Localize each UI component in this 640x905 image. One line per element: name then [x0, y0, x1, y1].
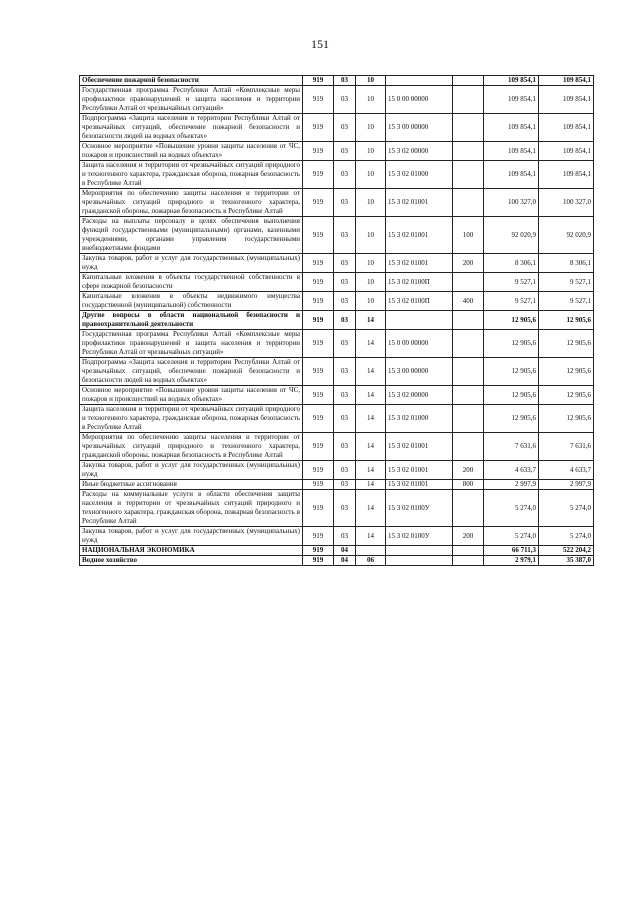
row-amount-1-cell: 12 905,6: [484, 386, 539, 405]
row-amount-1-cell: 12 905,6: [484, 311, 539, 330]
row-code-cell: 919: [303, 358, 334, 386]
row-subsection-cell: 14: [356, 490, 386, 527]
row-amount-1-cell: 8 306,1: [484, 254, 539, 273]
row-name-cell: Основное мероприятие «Повышение уровня защиты населения от ЧС, пожаров и происшествий на водных объектах»: [80, 386, 303, 405]
row-expense-type-cell: [453, 433, 484, 461]
row-section-cell: 03: [334, 311, 356, 330]
row-subsection-cell: 14: [356, 386, 386, 405]
row-code-cell: 919: [303, 386, 334, 405]
row-amount-2-cell: 109 854,1: [539, 114, 594, 142]
row-target-cell: 15 3 02 01000: [386, 405, 453, 433]
row-section-cell: 03: [334, 433, 356, 461]
row-name-cell: Другие вопросы в области национальной безопасности и правоохранительной деятельности: [80, 311, 303, 330]
table-row: [80, 490, 594, 527]
row-target-cell: 15 3 02 01001: [386, 189, 453, 217]
row-subsection-cell: 14: [356, 433, 386, 461]
row-expense-type-cell: [453, 189, 484, 217]
row-section-cell: 03: [334, 273, 356, 292]
row-amount-2-cell: 9 527,1: [539, 292, 594, 311]
row-expense-type-cell: [453, 273, 484, 292]
row-subsection-cell: 14: [356, 480, 386, 490]
row-subsection-cell: 06: [356, 556, 386, 566]
row-subsection-cell: 14: [356, 527, 386, 546]
row-amount-2-cell: 35 387,0: [539, 556, 594, 566]
table-row: [80, 142, 594, 161]
table-row: [80, 86, 594, 114]
row-target-cell: [386, 311, 453, 330]
row-name-cell: Основное мероприятие «Повышение уровня защиты населения от ЧС, пожаров и происшествий на водных объектах»: [80, 142, 303, 161]
row-name-cell: Подпрограмма «Защита населения и территории Республики Алтай от чрезвычайных ситуаций, обеспечение пожарной безопасности и безопасности людей на водных объектах»: [80, 358, 303, 386]
row-section-cell: 03: [334, 480, 356, 490]
row-name-cell: Водное хозяйство: [80, 556, 303, 566]
row-name-cell: Мероприятия по обеспечению защиты населения и территории от чрезвычайных ситуаций природного и техногенного характера, гражданской обороны, пожарная безопасность в Республике Алтай: [80, 433, 303, 461]
row-subsection-cell: 10: [356, 161, 386, 189]
row-subsection-cell: 10: [356, 273, 386, 292]
row-name-cell: Мероприятия по обеспечению защиты населения и территории от чрезвычайных ситуаций природного и техногенного характера, гражданской обороны, пожарная безопасность в Республике Алтай: [80, 189, 303, 217]
row-amount-2-cell: 4 633,7: [539, 461, 594, 480]
row-amount-1-cell: 109 854,1: [484, 114, 539, 142]
row-name-cell: Расходы на коммунальные услуги в области обеспечения защиты населения и территории от чрезвычайных ситуаций природного и техногенного характера, гражданская оборона, пожарная безопасность в Республике Алтай: [80, 490, 303, 527]
table-row: [80, 76, 594, 86]
row-expense-type-cell: [453, 405, 484, 433]
row-name-cell: Капитальные вложения в объекты государственной собственности в сфере пожарной безопасности: [80, 273, 303, 292]
row-amount-1-cell: 109 854,1: [484, 161, 539, 189]
row-subsection-cell: 10: [356, 76, 386, 86]
row-amount-1-cell: 100 327,0: [484, 189, 539, 217]
row-name-cell: НАЦИОНАЛЬНАЯ ЭКОНОМИКА: [80, 546, 303, 556]
row-amount-2-cell: 522 204,2: [539, 546, 594, 556]
row-target-cell: [386, 76, 453, 86]
row-code-cell: 919: [303, 217, 334, 254]
row-subsection-cell: 10: [356, 292, 386, 311]
row-subsection-cell: [356, 546, 386, 556]
row-section-cell: 03: [334, 161, 356, 189]
row-target-cell: 15 3 00 00000: [386, 114, 453, 142]
table-row: [80, 217, 594, 254]
row-name-cell: Обеспечение пожарной безопасности: [80, 76, 303, 86]
table-row: [80, 556, 594, 566]
row-amount-2-cell: 92 020,9: [539, 217, 594, 254]
row-amount-1-cell: 5 274,0: [484, 527, 539, 546]
row-amount-1-cell: 4 633,7: [484, 461, 539, 480]
row-target-cell: 15 3 02 0100П: [386, 273, 453, 292]
table-row: [80, 330, 594, 358]
table-row: [80, 311, 594, 330]
table-row: [80, 433, 594, 461]
row-code-cell: 919: [303, 161, 334, 189]
row-name-cell: Подпрограмма «Защита населения и территории Республики Алтай от чрезвычайных ситуаций, обеспечение пожарной безопасности и безопасности людей на водных объектах»: [80, 114, 303, 142]
table-row: [80, 273, 594, 292]
row-code-cell: 919: [303, 461, 334, 480]
row-section-cell: 03: [334, 189, 356, 217]
row-amount-1-cell: 2 997,9: [484, 480, 539, 490]
row-expense-type-cell: 200: [453, 527, 484, 546]
row-target-cell: 15 3 02 01001: [386, 461, 453, 480]
row-expense-type-cell: [453, 386, 484, 405]
row-subsection-cell: 14: [356, 330, 386, 358]
row-amount-1-cell: 9 527,1: [484, 273, 539, 292]
row-amount-2-cell: 5 274,0: [539, 527, 594, 546]
row-section-cell: 03: [334, 142, 356, 161]
row-code-cell: 919: [303, 142, 334, 161]
row-code-cell: 919: [303, 546, 334, 556]
row-amount-1-cell: 12 905,6: [484, 330, 539, 358]
row-code-cell: 919: [303, 330, 334, 358]
row-subsection-cell: 10: [356, 254, 386, 273]
row-expense-type-cell: [453, 556, 484, 566]
row-amount-2-cell: 109 854,1: [539, 86, 594, 114]
row-code-cell: 919: [303, 433, 334, 461]
row-subsection-cell: 10: [356, 217, 386, 254]
row-code-cell: 919: [303, 405, 334, 433]
row-amount-1-cell: 2 979,1: [484, 556, 539, 566]
row-target-cell: [386, 546, 453, 556]
row-section-cell: 03: [334, 76, 356, 86]
row-amount-2-cell: 12 905,6: [539, 405, 594, 433]
row-name-cell: Иные бюджетные ассигнования: [80, 480, 303, 490]
row-expense-type-cell: [453, 546, 484, 556]
row-code-cell: 919: [303, 490, 334, 527]
row-expense-type-cell: [453, 114, 484, 142]
row-section-cell: 04: [334, 556, 356, 566]
row-amount-2-cell: 109 854,1: [539, 161, 594, 189]
row-amount-2-cell: 12 905,6: [539, 311, 594, 330]
row-subsection-cell: 14: [356, 358, 386, 386]
row-section-cell: 03: [334, 254, 356, 273]
table-row: [80, 358, 594, 386]
table-row: [80, 114, 594, 142]
row-target-cell: 15 0 00 00000: [386, 330, 453, 358]
row-section-cell: 03: [334, 292, 356, 311]
row-expense-type-cell: [453, 76, 484, 86]
row-expense-type-cell: 100: [453, 217, 484, 254]
row-section-cell: 03: [334, 114, 356, 142]
row-section-cell: 03: [334, 330, 356, 358]
row-code-cell: 919: [303, 556, 334, 566]
row-amount-1-cell: 66 711,3: [484, 546, 539, 556]
row-amount-1-cell: 7 631,6: [484, 433, 539, 461]
row-amount-2-cell: 12 905,6: [539, 358, 594, 386]
row-amount-1-cell: 12 905,6: [484, 405, 539, 433]
row-expense-type-cell: [453, 311, 484, 330]
row-amount-2-cell: 109 854,1: [539, 76, 594, 86]
row-section-cell: 03: [334, 461, 356, 480]
row-code-cell: 919: [303, 76, 334, 86]
row-amount-1-cell: 109 854,1: [484, 76, 539, 86]
row-name-cell: Государственная программа Республики Алтай «Комплексные меры профилактики правонарушений и защита населения и территории Республики Алтай от чрезвычайных ситуаций»: [80, 86, 303, 114]
row-code-cell: 919: [303, 292, 334, 311]
row-target-cell: 15 3 02 0100У: [386, 527, 453, 546]
row-target-cell: [386, 556, 453, 566]
table-row: [80, 405, 594, 433]
row-expense-type-cell: [453, 86, 484, 114]
row-section-cell: 03: [334, 217, 356, 254]
row-section-cell: 03: [334, 86, 356, 114]
row-amount-2-cell: 109 854,1: [539, 142, 594, 161]
row-amount-2-cell: 5 274,0: [539, 490, 594, 527]
table-row: [80, 386, 594, 405]
row-amount-2-cell: 9 527,1: [539, 273, 594, 292]
row-section-cell: 03: [334, 358, 356, 386]
row-amount-1-cell: 92 020,9: [484, 217, 539, 254]
table-row: [80, 292, 594, 311]
row-code-cell: 919: [303, 114, 334, 142]
row-expense-type-cell: [453, 358, 484, 386]
row-target-cell: 15 3 02 00000: [386, 386, 453, 405]
budget-table: [79, 75, 594, 566]
row-target-cell: 15 3 02 00000: [386, 142, 453, 161]
row-subsection-cell: 10: [356, 114, 386, 142]
row-code-cell: 919: [303, 273, 334, 292]
row-target-cell: 15 3 02 01000: [386, 161, 453, 189]
row-expense-type-cell: 400: [453, 292, 484, 311]
row-amount-1-cell: 5 274,0: [484, 490, 539, 527]
row-subsection-cell: 14: [356, 405, 386, 433]
table-row: [80, 461, 594, 480]
row-name-cell: Защита населения и территории от чрезвычайных ситуаций природного и техногенного характера, гражданская оборона, пожарная безопасность в Республике Алтай: [80, 405, 303, 433]
row-subsection-cell: 14: [356, 461, 386, 480]
row-amount-2-cell: 12 905,6: [539, 386, 594, 405]
table-row: [80, 189, 594, 217]
row-code-cell: 919: [303, 311, 334, 330]
row-section-cell: 04: [334, 546, 356, 556]
row-amount-2-cell: 12 905,6: [539, 330, 594, 358]
row-code-cell: 919: [303, 189, 334, 217]
row-target-cell: 15 0 00 00000: [386, 86, 453, 114]
row-name-cell: Капитальные вложения в объекты недвижимого имущества государственной (муниципальной) собственности: [80, 292, 303, 311]
page-number: 151: [311, 37, 329, 51]
row-expense-type-cell: [453, 161, 484, 189]
row-name-cell: Государственная программа Республики Алтай «Комплексные меры профилактики правонарушений и защита населения и территории Республики Алтай от чрезвычайных ситуаций»: [80, 330, 303, 358]
row-amount-1-cell: 12 905,6: [484, 358, 539, 386]
row-amount-2-cell: 2 997,9: [539, 480, 594, 490]
row-expense-type-cell: [453, 330, 484, 358]
row-amount-2-cell: 8 306,1: [539, 254, 594, 273]
row-code-cell: 919: [303, 86, 334, 114]
row-target-cell: 15 3 02 0100П: [386, 292, 453, 311]
row-target-cell: 15 3 02 01001: [386, 480, 453, 490]
row-name-cell: Закупка товаров, работ и услуг для государственных (муниципальных) нужд: [80, 461, 303, 480]
row-amount-2-cell: 100 327,0: [539, 189, 594, 217]
row-expense-type-cell: 200: [453, 461, 484, 480]
row-section-cell: 03: [334, 527, 356, 546]
row-amount-1-cell: 9 527,1: [484, 292, 539, 311]
row-target-cell: 15 3 02 01001: [386, 254, 453, 273]
table-row: [80, 161, 594, 189]
row-subsection-cell: 10: [356, 142, 386, 161]
row-name-cell: Закупка товаров, работ и услуг для государственных (муниципальных) нужд: [80, 254, 303, 273]
table-row: [80, 254, 594, 273]
row-expense-type-cell: [453, 142, 484, 161]
row-name-cell: Защита населения и территории от чрезвычайных ситуаций природного и техногенного характера, гражданская оборона, пожарная безопасность в Республике Алтай: [80, 161, 303, 189]
table-row: [80, 480, 594, 490]
row-amount-2-cell: 7 631,6: [539, 433, 594, 461]
budget-table-body: [80, 76, 594, 566]
row-name-cell: Закупка товаров, работ и услуг для государственных (муниципальных) нужд: [80, 527, 303, 546]
table-row: [80, 527, 594, 546]
row-expense-type-cell: [453, 490, 484, 527]
row-expense-type-cell: 200: [453, 254, 484, 273]
row-subsection-cell: 14: [356, 311, 386, 330]
row-section-cell: 03: [334, 490, 356, 527]
row-section-cell: 03: [334, 386, 356, 405]
row-subsection-cell: 10: [356, 189, 386, 217]
row-target-cell: 15 3 02 01001: [386, 217, 453, 254]
row-subsection-cell: 10: [356, 86, 386, 114]
row-name-cell: Расходы на выплаты персоналу в целях обеспечения выполнения функций государственными (муниципальными) органами, казенными учреждениями, органами управления государственными внебюджетными фондами: [80, 217, 303, 254]
table-row: [80, 546, 594, 556]
row-target-cell: 15 3 00 00000: [386, 358, 453, 386]
row-amount-1-cell: 109 854,1: [484, 86, 539, 114]
row-section-cell: 03: [334, 405, 356, 433]
row-target-cell: 15 3 02 0100У: [386, 490, 453, 527]
row-expense-type-cell: 800: [453, 480, 484, 490]
row-code-cell: 919: [303, 480, 334, 490]
row-code-cell: 919: [303, 527, 334, 546]
row-code-cell: 919: [303, 254, 334, 273]
row-amount-1-cell: 109 854,1: [484, 142, 539, 161]
row-target-cell: 15 3 02 01001: [386, 433, 453, 461]
